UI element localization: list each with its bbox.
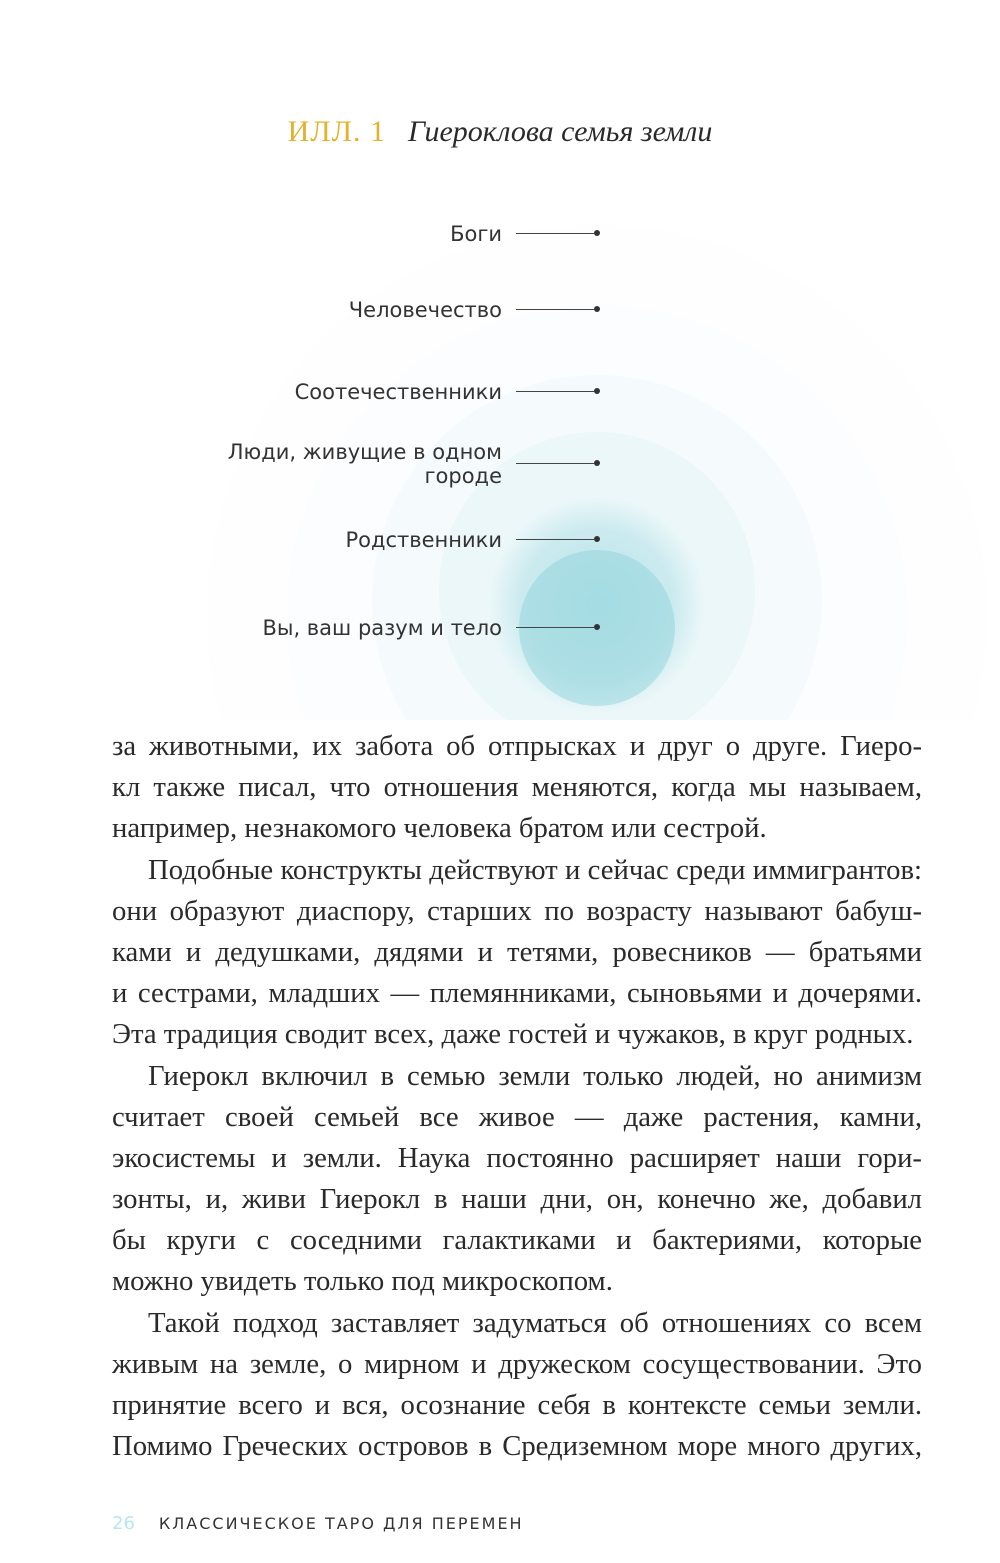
body-line: ками и дедушками, дядями и тетями, ровесников — братьями <box>112 935 922 968</box>
figure-label: ИЛЛ. 1 <box>287 115 386 148</box>
body-line: живым на земле, о мирном и дружеском сосуществовании. Это <box>112 1347 922 1380</box>
body-line: бы круги с соседними галактиками и бактериями, которые <box>112 1224 922 1257</box>
figure-title: Гиероклова семья земли <box>407 115 713 148</box>
page-number: 26 <box>112 1513 135 1534</box>
leader-dot-townspeople <box>594 460 600 466</box>
body-line: и сестрами, младших — племянниками, сыновьями и дочерями. <box>112 977 922 1010</box>
legend-label-self: Вы, ваш разум и тело <box>262 616 502 640</box>
leader-line-humanity <box>516 309 594 310</box>
leader-dot-self <box>594 624 600 630</box>
leader-dot-humanity <box>594 306 600 312</box>
body-line: экосистемы и земли. Наука постоянно расширяет наши гори- <box>112 1141 922 1174</box>
body-line: за животными, их забота об отпрысках и друг о друге. Гиеро- <box>112 730 922 762</box>
body-line: Эта традиция сводит всех, даже гостей и чужаков, в круг родных. <box>112 1018 914 1051</box>
leader-dot-compatriots <box>594 388 600 394</box>
body-line: они образуют диаспору, старших по возрасту называют бабуш- <box>112 894 922 927</box>
body-line: кл также писал, что отношения меняются, когда мы называем, <box>112 771 922 804</box>
body-line: принятие всего и вся, осознание себя в контексте семьи земли. <box>112 1389 922 1421</box>
legend-label-townspeople: Люди, живущие в одном городе <box>227 440 502 488</box>
body-line: Помимо Греческих островов в Средиземном море много других, <box>112 1430 922 1463</box>
legend-label-compatriots: Соотечественники <box>294 380 502 404</box>
legend-label-humanity: Человечество <box>348 298 502 322</box>
legend-label-relatives: Родственники <box>345 528 502 552</box>
leader-line-gods <box>516 233 594 234</box>
concentric-circles-diagram <box>0 0 1000 720</box>
body-line: Такой подход заставляет задуматься об отношениях со всем <box>148 1306 922 1339</box>
body-line: Подобные конструкты действуют и сейчас среди иммигрантов: <box>148 853 922 886</box>
leader-line-townspeople <box>516 463 594 464</box>
body-line: можно увидеть только под микроскопом. <box>112 1265 613 1298</box>
body-line: считает своей семьей все живое — даже растения, камни, <box>112 1100 922 1133</box>
leader-line-self <box>516 627 594 628</box>
legend-label-gods: Боги <box>450 222 502 246</box>
body-line: зонты, и, живи Гиерокл в наши дни, он, конечно же, добавил <box>112 1183 922 1216</box>
body-line: например, незнакомого человека братом или сестрой. <box>112 812 767 845</box>
running-title: КЛАССИЧЕСКОЕ ТАРО ДЛЯ ПЕРЕМЕН <box>158 1514 524 1533</box>
body-line: Гиерокл включил в семью земли только людей, но анимизм <box>148 1059 922 1092</box>
leader-line-compatriots <box>516 391 594 392</box>
leader-dot-relatives <box>594 536 600 542</box>
leader-line-relatives <box>516 539 594 540</box>
circles-illustration <box>0 0 1000 720</box>
page-footer <box>112 1513 524 1535</box>
leader-dot-gods <box>594 230 600 236</box>
body-text <box>112 726 922 1467</box>
